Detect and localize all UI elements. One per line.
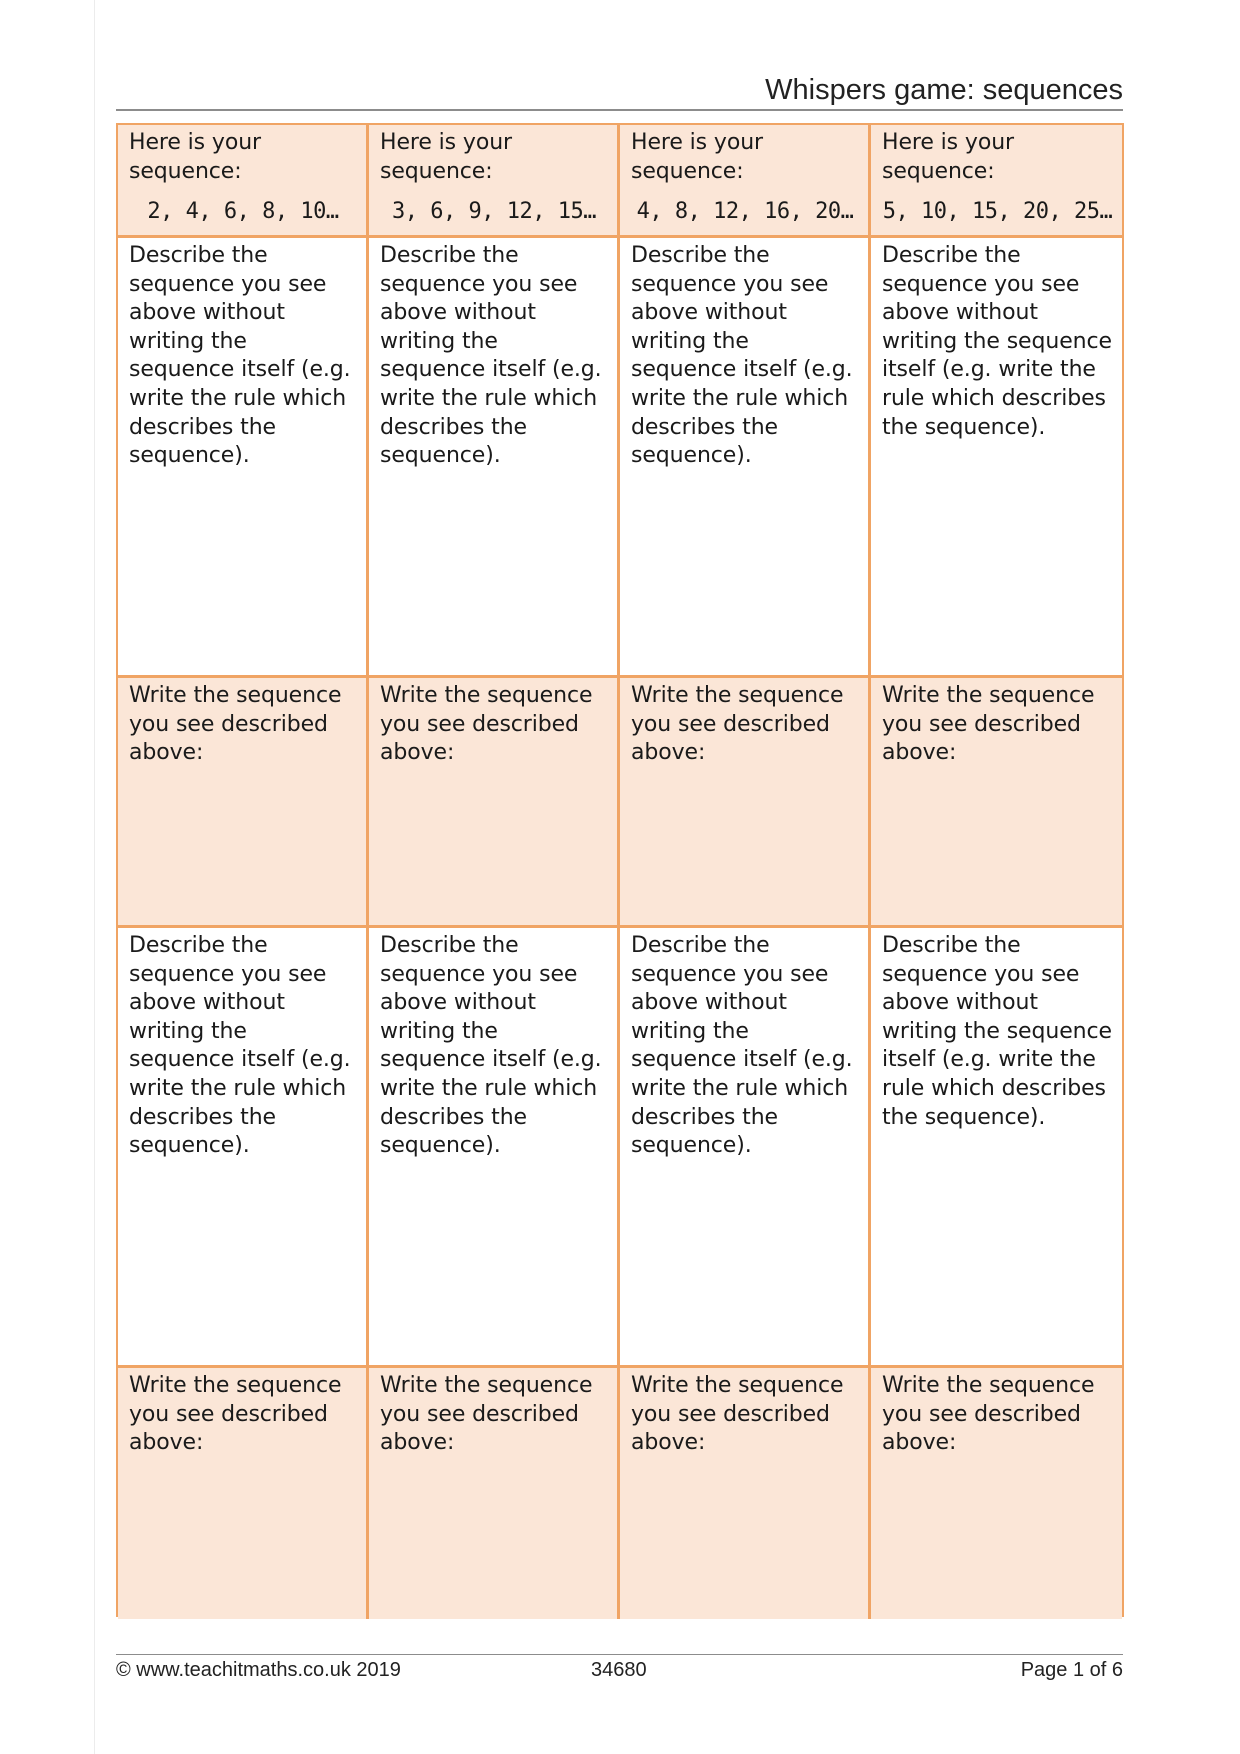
sequence-value: 5, 10, 15, 20, 25… bbox=[882, 199, 1113, 225]
sequence-intro: Here is your sequence: bbox=[882, 130, 1015, 184]
page-title: Whispers game: sequences bbox=[765, 74, 1123, 106]
footer-page-number: Page 1 of 6 bbox=[1020, 1659, 1123, 1681]
whispers-grid bbox=[116, 123, 1124, 1617]
describe-cell-8[interactable] bbox=[871, 928, 1122, 1368]
sequence-value: 2, 4, 6, 8, 10… bbox=[147, 199, 339, 225]
describe-cell-6[interactable] bbox=[369, 928, 620, 1368]
page-margin-line bbox=[94, 0, 95, 1754]
footer-resource-code: 34680 bbox=[591, 1659, 647, 1681]
write-prompt: Write the sequence you see described above: bbox=[380, 683, 593, 766]
sequence-intro: Here is your sequence: bbox=[380, 130, 513, 184]
describe-cell-7[interactable] bbox=[620, 928, 871, 1368]
describe-cell-5[interactable] bbox=[118, 928, 369, 1368]
write-cell-4[interactable] bbox=[871, 678, 1122, 928]
write-cell-6[interactable] bbox=[369, 1368, 620, 1619]
describe-prompt: Describe the sequence you see above without writing the sequence itself (e.g. write the rule which describes the sequence). bbox=[129, 243, 351, 469]
sequence-cell-2 bbox=[369, 125, 620, 238]
describe-cell-2[interactable] bbox=[369, 238, 620, 678]
sequence-intro: Here is your sequence: bbox=[129, 130, 262, 184]
write-prompt: Write the sequence you see described above: bbox=[631, 683, 844, 766]
sequence-cell-1 bbox=[118, 125, 369, 238]
write-cell-5[interactable] bbox=[118, 1368, 369, 1619]
describe-cell-1[interactable] bbox=[118, 238, 369, 678]
sequence-cell-4 bbox=[871, 125, 1122, 238]
write-cell-3[interactable] bbox=[620, 678, 871, 928]
write-prompt: Write the sequence you see described above: bbox=[631, 1373, 844, 1456]
write-prompt: Write the sequence you see described above: bbox=[882, 683, 1095, 766]
describe-prompt: Describe the sequence you see above without writing the sequence itself (e.g. write the rule which describes the sequence). bbox=[380, 243, 602, 469]
sequence-intro: Here is your sequence: bbox=[631, 130, 764, 184]
describe-prompt: Describe the sequence you see above without writing the sequence itself (e.g. write the rule which describes the sequence). bbox=[380, 933, 602, 1159]
describe-prompt: Describe the sequence you see above without writing the sequence itself (e.g. write the rule which describes the sequence). bbox=[631, 243, 853, 469]
sequence-value: 3, 6, 9, 12, 15… bbox=[392, 199, 596, 225]
describe-cell-4[interactable] bbox=[871, 238, 1122, 678]
footer-divider bbox=[116, 1654, 1123, 1655]
write-prompt: Write the sequence you see described above: bbox=[380, 1373, 593, 1456]
describe-prompt: Describe the sequence you see above without writing the sequence itself (e.g. write the rule which describes the sequence). bbox=[631, 933, 853, 1159]
write-prompt: Write the sequence you see described above: bbox=[882, 1373, 1095, 1456]
sequence-value: 4, 8, 12, 16, 20… bbox=[636, 199, 854, 225]
describe-prompt: Describe the sequence you see above without writing the sequence itself (e.g. write the rule which describes the sequence). bbox=[129, 933, 351, 1159]
describe-cell-3[interactable] bbox=[620, 238, 871, 678]
write-prompt: Write the sequence you see described above: bbox=[129, 683, 342, 766]
describe-prompt: Describe the sequence you see above without writing the sequence itself (e.g. write the rule which describes the sequence). bbox=[882, 243, 1112, 440]
write-cell-1[interactable] bbox=[118, 678, 369, 928]
write-cell-2[interactable] bbox=[369, 678, 620, 928]
write-prompt: Write the sequence you see described above: bbox=[129, 1373, 342, 1456]
write-cell-7[interactable] bbox=[620, 1368, 871, 1619]
footer-copyright: © www.teachitmaths.co.uk 2019 bbox=[116, 1659, 401, 1681]
title-divider bbox=[116, 109, 1123, 111]
sequence-cell-3 bbox=[620, 125, 871, 238]
write-cell-8[interactable] bbox=[871, 1368, 1122, 1619]
describe-prompt: Describe the sequence you see above without writing the sequence itself (e.g. write the rule which describes the sequence). bbox=[882, 933, 1112, 1130]
